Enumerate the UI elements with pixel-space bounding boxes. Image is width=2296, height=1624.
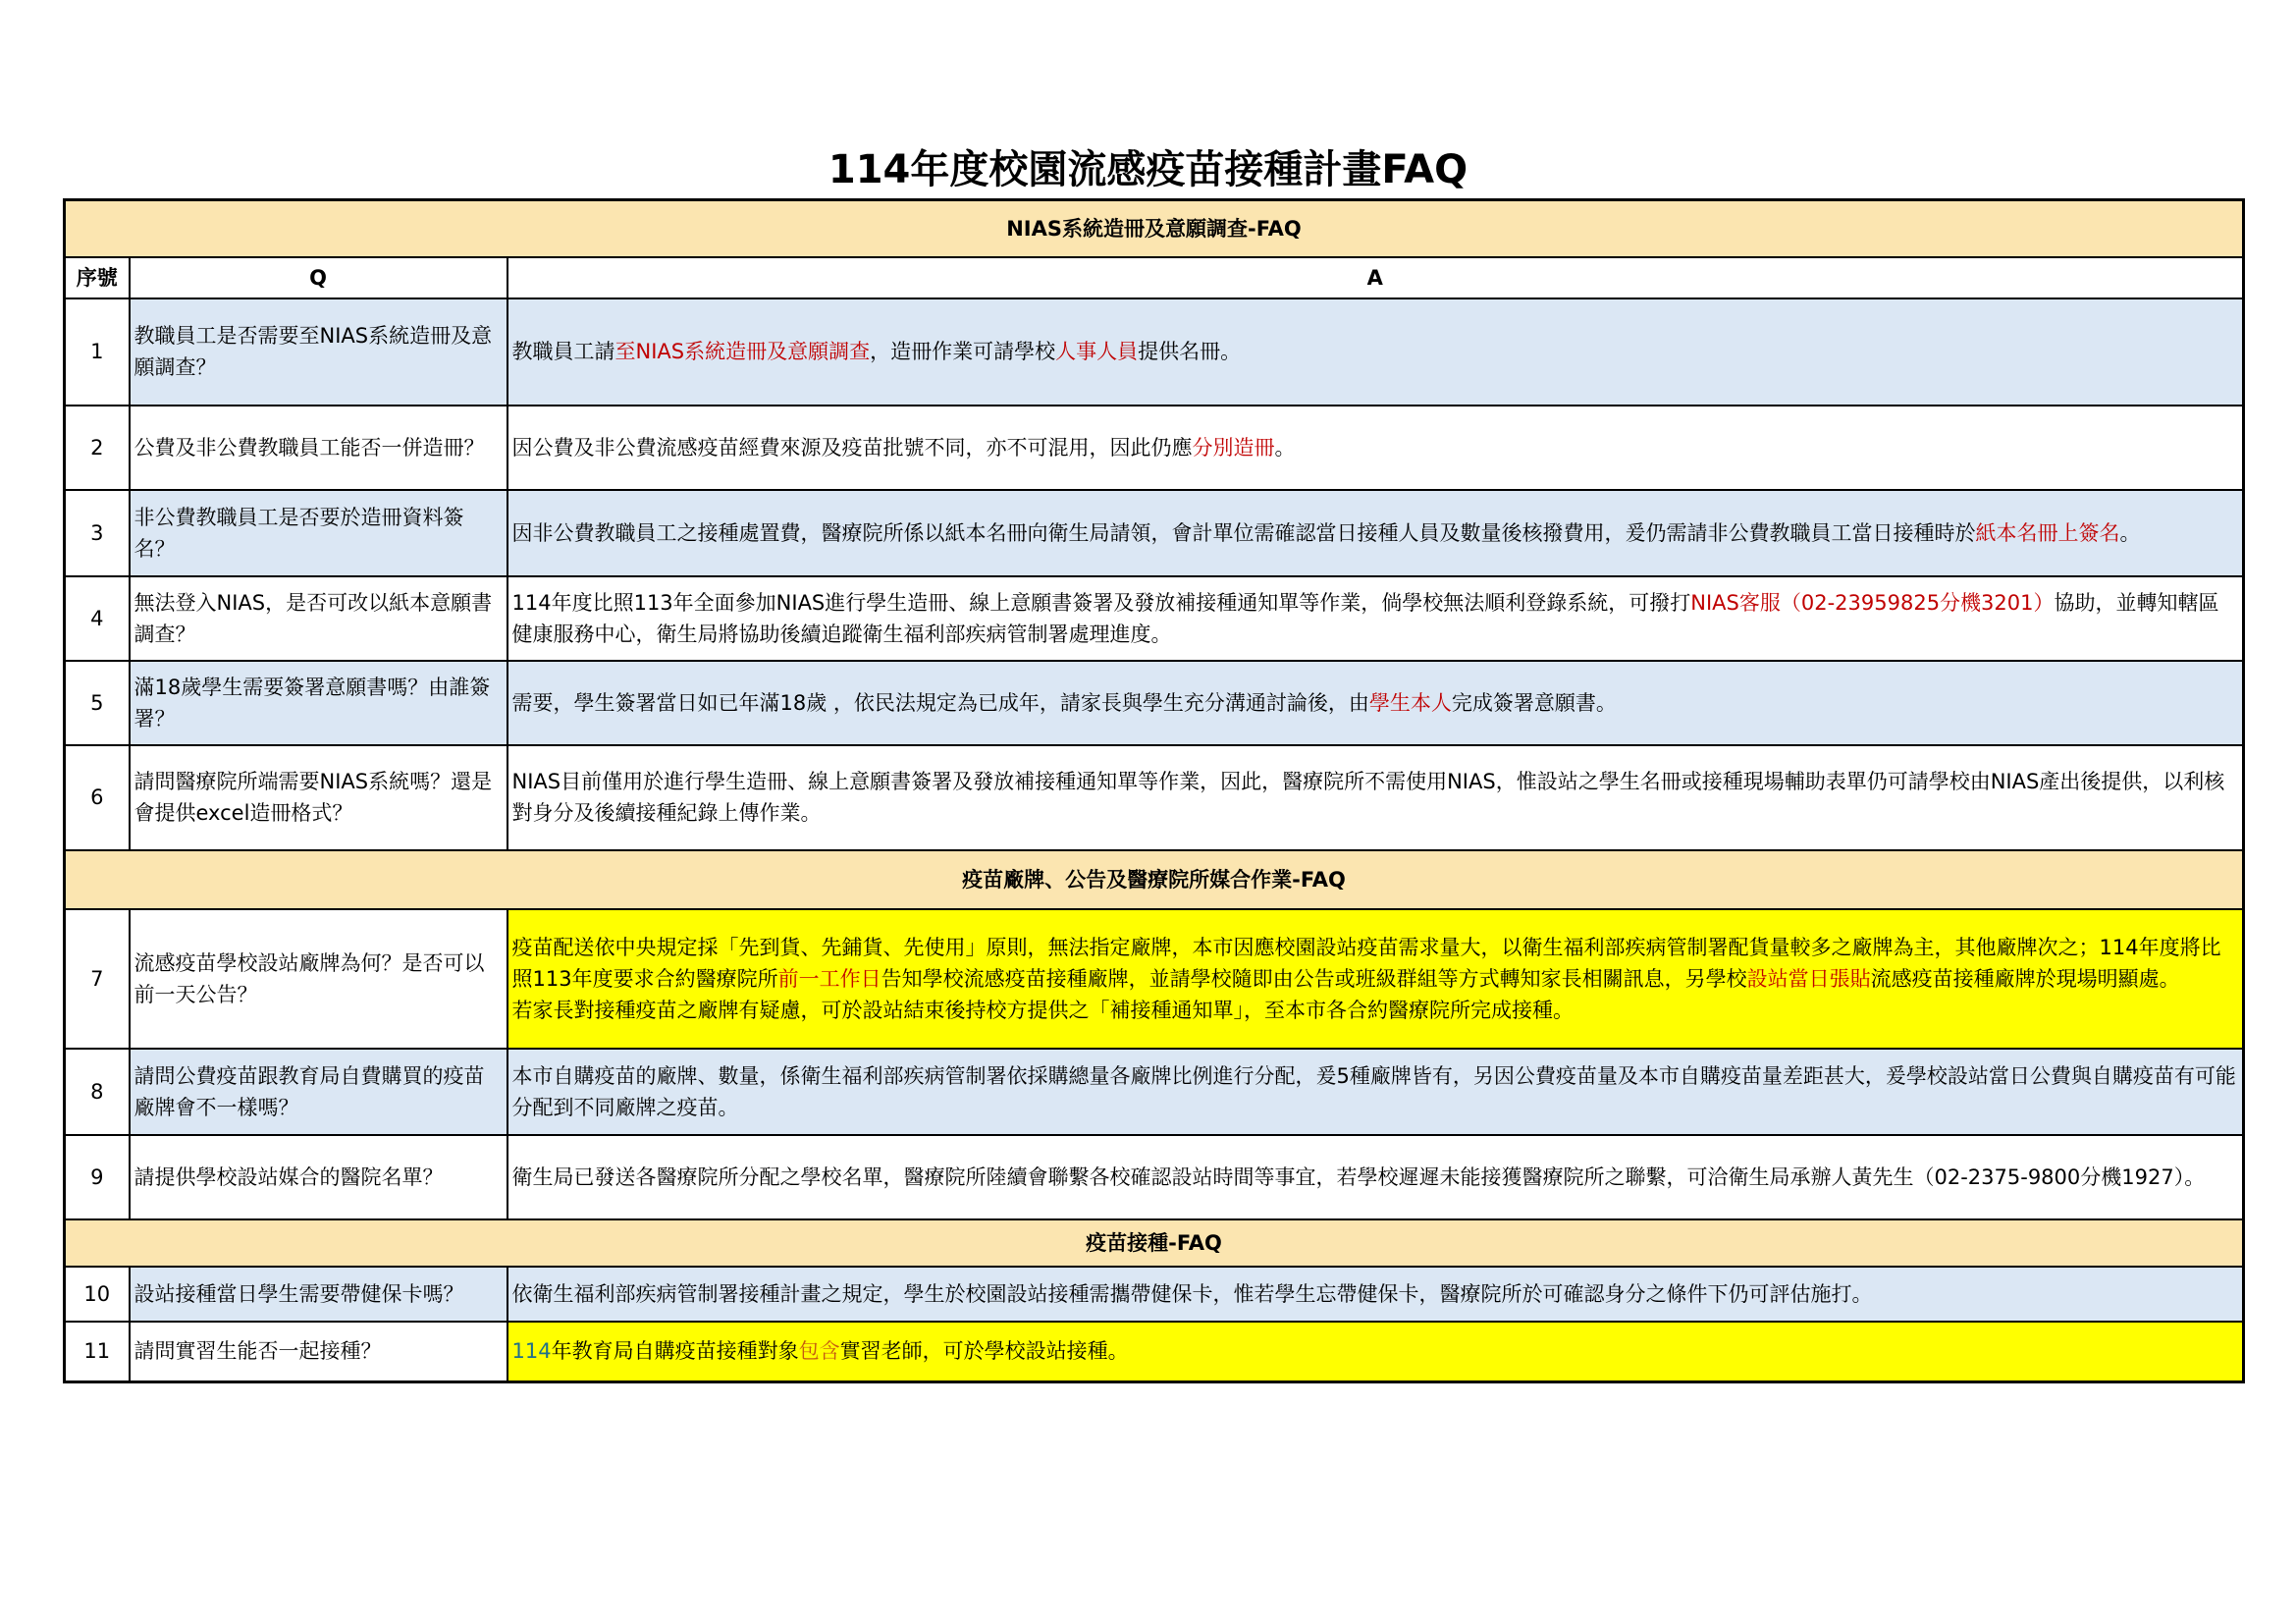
row-number: 2 (65, 406, 130, 490)
question-cell: 教職員工是否需要至NIAS系統造冊及意願調查？ (130, 298, 507, 406)
row-number: 9 (65, 1135, 130, 1219)
table-row (65, 909, 2244, 1049)
answer-highlight-text: 設站當日張貼 (1746, 966, 1871, 991)
table-row (65, 1322, 2244, 1382)
answer-cell (507, 1135, 2244, 1219)
table-row (65, 1135, 2244, 1219)
answer-highlight-text: NIAS客服（02-23959825分機3201） (1690, 590, 2055, 615)
question-cell: 流感疫苗學校設站廠牌為何？是否可以前一天公告？ (130, 909, 507, 1049)
answer-highlight-text: 人事人員 (1055, 340, 1139, 363)
answer-text: ，造冊作業可請學校 (870, 340, 1056, 363)
answer-text: 流感疫苗接種廠牌於現場明顯處。 (1870, 966, 2180, 991)
answer-cell (507, 490, 2244, 576)
answer-cell (507, 406, 2244, 490)
answer-cell (507, 1049, 2244, 1135)
answer-text: 本市自購疫苗的廠牌、數量，係衛生福利部疾病管制署依採購總量各廠牌比例進行分配，爰5種廠牌皆有，另因公費疫苗量及本市自購疫苗量差距甚大，爰學校設站當日公費與自購疫苗有可能分配到不同廠牌之疫苗。 (511, 1063, 2236, 1119)
question-cell: 滿18歲學生需要簽署意願書嗎？由誰簽署？ (130, 661, 507, 745)
section-header-vaccination: 疫苗接種-FAQ (65, 1219, 2244, 1267)
table-row (65, 298, 2244, 406)
question-cell: 設站接種當日學生需要帶健保卡嗎？ (130, 1267, 507, 1322)
answer-cell (507, 1267, 2244, 1322)
question-cell: 無法登入NIAS，是否可改以紙本意願書調查？ (130, 576, 507, 661)
answer-text: 需要，學生簽署當日如已年滿18歲 ，依民法規定為已成年，請家長與學生充分溝通討論後，由 (511, 690, 1369, 715)
table-row (65, 1049, 2244, 1135)
answer-text: 114年度比照113年全面參加NIAS進行學生造冊、線上意願書簽署及發放補接種通知單等作業，倘學校無法順利登錄系統，可撥打 (511, 590, 1691, 615)
answer-highlight-text: 紙本名冊上簽名 (1975, 520, 2120, 545)
column-header-a: A (507, 257, 2244, 298)
column-header-q: Q (130, 257, 507, 298)
answer-highlight-text: 114 (511, 1339, 552, 1364)
answer-text: NIAS目前僅用於進行學生造冊、線上意願書簽署及發放補接種通知單等作業，因此，醫療院所不需使用NIAS，惟設站之學生名冊或接種現場輔助表單仍可請學校由NIAS產出後提供，以利核對身分及後續接種紀錄上傳作業。 (511, 770, 2225, 825)
answer-cell (507, 745, 2244, 850)
answer-text: 疫苗配送依中央規定採「先到貨、先鋪貨、先使用」原則，無法指定廠牌，本市因應校園設站疫苗需求量大，以衛生福利部疾病管制署配貨量較多之廠牌為主，其他廠牌次之；114年度將比照113年度要求合約醫療院所 (511, 935, 2221, 991)
answer-text: 年教育局自購疫苗接種對象 (551, 1339, 799, 1364)
answer-text: 因非公費教職員工之接種處置費，醫療院所係以紙本名冊向衛生局請領，會計單位需確認當日接種人員及數量後核撥費用，爰仍需請非公費教職員工當日接種時於 (511, 520, 1976, 545)
answer-text: 提供名冊。 (1138, 340, 1242, 363)
answer-text: 。 (2119, 520, 2141, 545)
section-header-nias: NIAS系統造冊及意願調查-FAQ (65, 200, 2244, 257)
answer-text: 因公費及非公費流感疫苗經費來源及疫苗批號不同，亦不可混用，因此仍應 (511, 435, 1193, 460)
table-row (65, 576, 2244, 661)
table-row (65, 745, 2244, 850)
answer-cell (507, 298, 2244, 406)
answer-text: 完成簽署意願書。 (1451, 690, 1617, 715)
faq-table (63, 198, 2245, 1383)
row-number: 11 (65, 1322, 130, 1382)
column-header-no: 序號 (65, 257, 130, 298)
question-cell: 請問醫療院所端需要NIAS系統嗎？還是會提供excel造冊格式？ (130, 745, 507, 850)
answer-text: 教職員工請 (511, 340, 615, 363)
question-cell: 公費及非公費教職員工能否一併造冊？ (130, 406, 507, 490)
answer-text: 告知學校流感疫苗接種廠牌，並請學校隨即由公告或班級群組等方式轉知家長相關訊息，另學校 (881, 966, 1747, 991)
question-cell: 請問公費疫苗跟教育局自費購買的疫苗廠牌會不一樣嗎？ (130, 1049, 507, 1135)
row-number: 6 (65, 745, 130, 850)
question-cell: 請問實習生能否一起接種？ (130, 1322, 507, 1382)
row-number: 4 (65, 576, 130, 661)
answer-cell (507, 1322, 2244, 1382)
answer-highlight-text: 包含 (798, 1339, 840, 1364)
section-header-brand: 疫苗廠牌、公告及醫療院所媒合作業-FAQ (65, 850, 2244, 909)
answer-highlight-text: 分別造冊 (1192, 435, 1275, 460)
row-number: 3 (65, 490, 130, 576)
row-number: 5 (65, 661, 130, 745)
row-number: 8 (65, 1049, 130, 1135)
answer-highlight-text: 至NIAS系統造冊及意願調查 (614, 340, 871, 363)
row-number: 7 (65, 909, 130, 1049)
table-row (65, 661, 2244, 745)
answer-highlight-text: 前一工作日 (777, 966, 881, 991)
answer-text: 衛生局已發送各醫療院所分配之學校名單，醫療院所陸續會聯繫各校確認設站時間等事宜，若學校遲遲未能接獲醫療院所之聯繫，可洽衛生局承辦人黃先生（02-2375-9800分機1927）。 (511, 1164, 2206, 1189)
table-row (65, 1267, 2244, 1322)
answer-text: 。 (1274, 435, 1296, 460)
answer-cell (507, 661, 2244, 745)
page-title: 114年度校園流感疫苗接種計畫FAQ (828, 147, 1468, 192)
answer-highlight-text: 學生本人 (1368, 690, 1452, 715)
answer-text: 若家長對接種疫苗之廠牌有疑慮，可於設站結束後持校方提供之「補接種通知單」，至本市各合約醫療院所完成接種。 (511, 998, 1574, 1022)
answer-text: 協助，並轉知轄區健康服務中心，衛生局將協助後續追蹤衛生福利部疾病管制署處理進度。 (511, 590, 2219, 646)
answer-text: 依衛生福利部疾病管制署接種計畫之規定，學生於校園設站接種需攜帶健保卡，惟若學生忘帶健保卡，醫療院所於可確認身分之條件下仍可評估施打。 (511, 1281, 1873, 1306)
row-number: 1 (65, 298, 130, 406)
table-row (65, 406, 2244, 490)
question-cell: 非公費教職員工是否要於造冊資料簽名？ (130, 490, 507, 576)
table-row (65, 490, 2244, 576)
answer-text: 實習老師，可於學校設站接種。 (839, 1339, 1129, 1364)
row-number: 10 (65, 1267, 130, 1322)
answer-cell (507, 576, 2244, 661)
answer-cell (507, 909, 2244, 1049)
question-cell: 請提供學校設站媒合的醫院名單？ (130, 1135, 507, 1219)
